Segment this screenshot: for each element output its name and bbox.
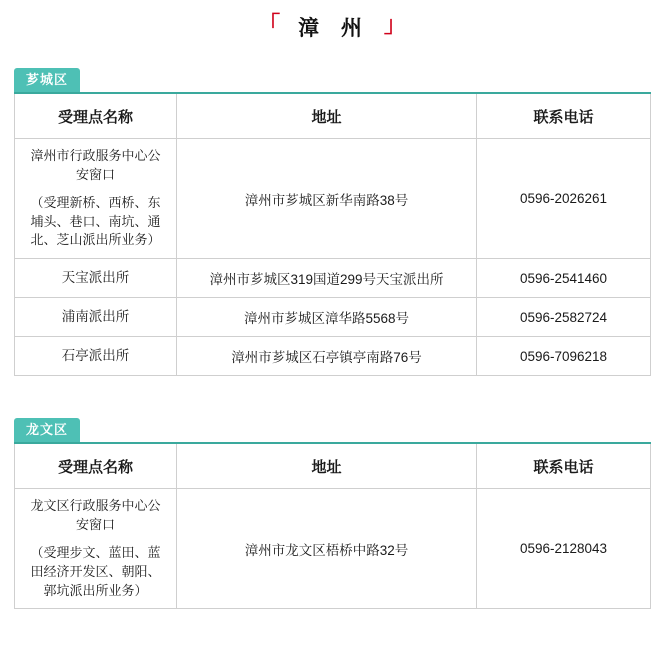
- table-row: [15, 259, 651, 298]
- bracket-right-icon: 」: [383, 12, 406, 37]
- column-header-address: 地址: [177, 93, 477, 139]
- cell-point-name: 天宝派出所: [15, 259, 177, 298]
- table-header-row: [15, 93, 651, 139]
- table-row: [15, 489, 651, 609]
- cell-address: 漳州市芗城区319国道299号天宝派出所: [177, 259, 477, 298]
- cell-address: 漳州市龙文区梧桥中路32号: [177, 489, 477, 609]
- table-row: [15, 337, 651, 376]
- point-name-main: 龙文区行政服务中心公安窗口: [30, 498, 161, 533]
- cell-point-name: [15, 489, 177, 609]
- cell-phone: 0596-2582724: [477, 298, 651, 337]
- acceptance-points-table: [14, 442, 651, 609]
- section-xiangcheng: [14, 68, 650, 376]
- table-header-row: [15, 443, 651, 489]
- section-tag-row: [14, 68, 650, 92]
- column-header-name: 受理点名称: [15, 443, 177, 489]
- page-title-text: 漳 州: [298, 17, 370, 40]
- point-name-sub: （受理新桥、西桥、东埔头、巷口、南坑、通北、芝山派出所业务）: [30, 194, 161, 248]
- cell-point-name: 浦南派出所: [15, 298, 177, 337]
- cell-phone: 0596-7096218: [477, 337, 651, 376]
- cell-phone: 0596-2541460: [477, 259, 651, 298]
- point-name-sub: （受理步文、蓝田、蓝田经济开发区、朝阳、郭坑派出所业务）: [30, 544, 161, 598]
- point-name-main: 漳州市行政服务中心公安窗口: [30, 148, 161, 182]
- acceptance-points-table: [14, 92, 651, 376]
- table-row: [15, 139, 651, 259]
- column-header-phone: 联系电话: [477, 443, 651, 489]
- cell-phone: 0596-2128043: [477, 489, 651, 609]
- bracket-left-icon: 「: [258, 12, 281, 37]
- section-tag-label: 龙文区: [14, 418, 80, 442]
- column-header-phone: 联系电话: [477, 93, 651, 139]
- section-longwen: [14, 418, 650, 609]
- table-row: [15, 298, 651, 337]
- cell-point-name: 石亭派出所: [15, 337, 177, 376]
- section-tag-label: 芗城区: [14, 68, 80, 92]
- cell-phone: 0596-2026261: [477, 139, 651, 259]
- column-header-address: 地址: [177, 443, 477, 489]
- column-header-name: 受理点名称: [15, 93, 177, 139]
- page-title: [0, 0, 664, 48]
- cell-address: 漳州市芗城区石亭镇亭南路76号: [177, 337, 477, 376]
- cell-address: 漳州市芗城区新华南路38号: [177, 139, 477, 259]
- cell-point-name: [15, 139, 177, 259]
- section-tag-row: [14, 418, 650, 442]
- cell-address: 漳州市芗城区漳华路5568号: [177, 298, 477, 337]
